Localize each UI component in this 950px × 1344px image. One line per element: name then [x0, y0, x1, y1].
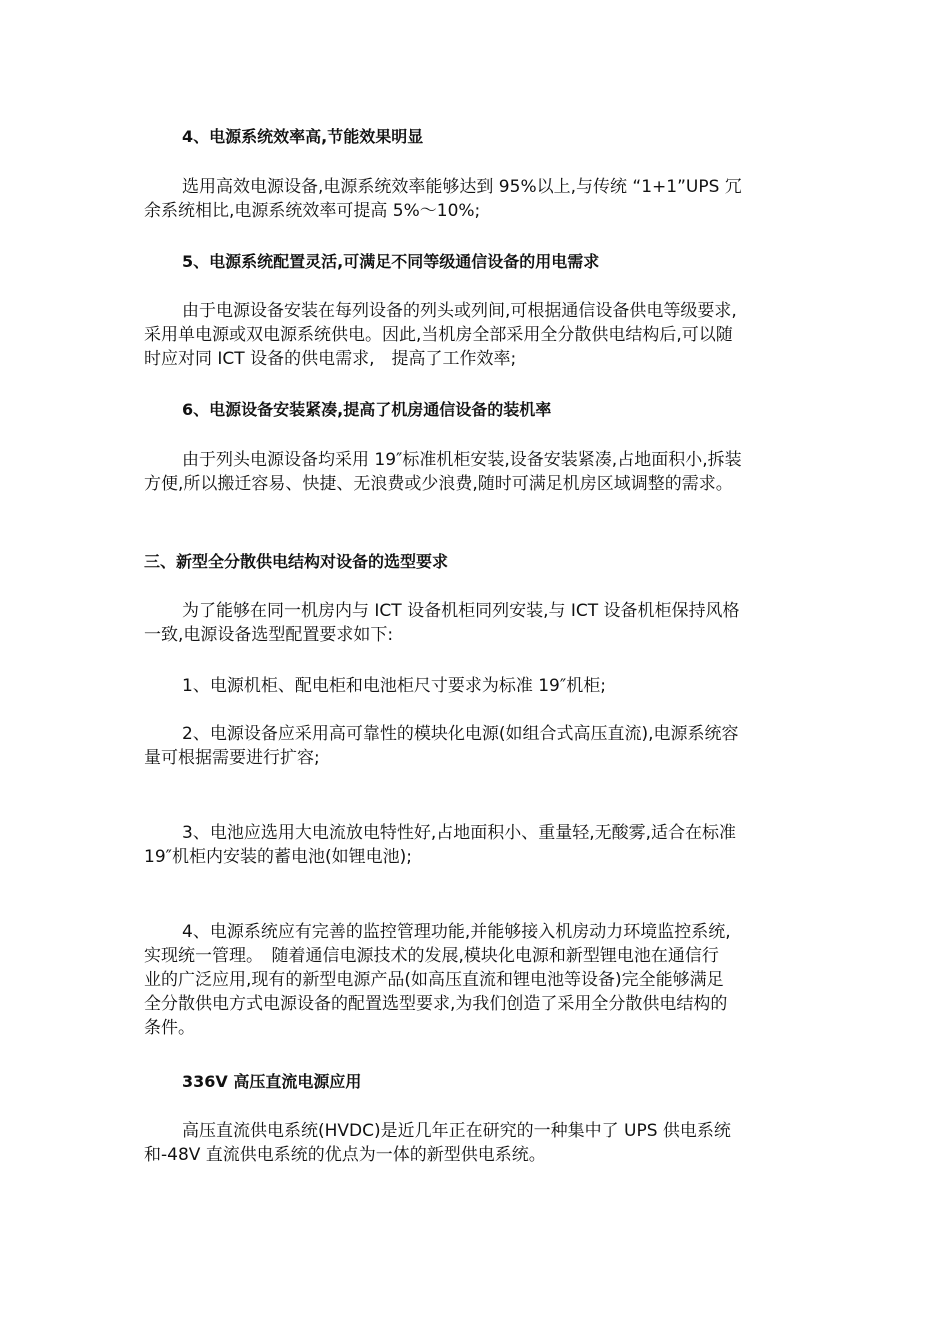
requirement-item-2: [144, 722, 804, 770]
heading-flexible-config: 5、电源系统配置灵活,可满足不同等级通信设备的用电需求: [182, 252, 600, 271]
text-line: 方便,所以搬迁容易、快捷、无浪费或少浪费,随时可满足机房区域调整的需求。: [144, 474, 733, 494]
text-line: 1、电源机柜、配电柜和电池柜尺寸要求为标准 19″机柜;: [182, 676, 606, 696]
text-line: 和-48V 直流供电系统的优点为一体的新型供电系统。: [144, 1145, 546, 1165]
text-line: 余系统相比,电源系统效率可提高 5%～10%;: [144, 201, 481, 221]
paragraph-efficiency: [144, 175, 804, 223]
text-line: 全分散供电方式电源设备的配置选型要求,为我们创造了采用全分散供电结构的: [144, 994, 728, 1014]
text-line: 为了能够在同一机房内与 ICT 设备机柜同列安装,与 ICT 设备机柜保持风格: [182, 601, 740, 621]
requirement-item-3: [144, 821, 804, 869]
text-line: 一致,电源设备选型配置要求如下:: [144, 625, 394, 645]
paragraph-hvdc: [144, 1119, 804, 1167]
heading-efficiency: 4、电源系统效率高,节能效果明显: [182, 127, 424, 146]
paragraph-compact-install: [144, 448, 804, 496]
heading-selection-requirements: 三、新型全分散供电结构对设备的选型要求: [144, 552, 449, 571]
text-line: 由于列头电源设备均采用 19″标准机柜安装,设备安装紧凑,占地面积小,拆装: [182, 450, 742, 470]
requirement-item-4: [144, 920, 804, 1040]
requirement-item-1: [144, 674, 804, 698]
paragraph-selection-intro: [144, 599, 804, 647]
text-line: 由于电源设备安装在每列设备的列头或列间,可根据通信设备供电等级要求,: [182, 301, 737, 321]
text-line: 2、电源设备应采用高可靠性的模块化电源(如组合式高压直流),电源系统容: [182, 724, 739, 744]
text-line: 3、电池应选用大电流放电特性好,占地面积小、重量轻,无酸雾,适合在标准: [182, 823, 737, 843]
text-line: 19″机柜内安装的蓄电池(如锂电池);: [144, 847, 412, 867]
text-line: 高压直流供电系统(HVDC)是近几年正在研究的一种集中了 UPS 供电系统: [182, 1121, 731, 1141]
text-line: 时应对同 ICT 设备的供电需求, 提高了工作效率;: [144, 349, 517, 369]
text-line: 业的广泛应用,现有的新型电源产品(如高压直流和锂电池等设备)完全能够满足: [144, 970, 724, 990]
paragraph-flexible-config: [144, 299, 804, 371]
heading-hvdc-application: 336V 高压直流电源应用: [182, 1072, 362, 1091]
text-line: 量可根据需要进行扩容;: [144, 748, 320, 768]
text-line: 采用单电源或双电源系统供电。因此,当机房全部采用全分散供电结构后,可以随: [144, 325, 733, 345]
text-line: 4、电源系统应有完善的监控管理功能,并能够接入机房动力环境监控系统,: [182, 922, 731, 942]
text-line: 选用高效电源设备,电源系统效率能够达到 95%以上,与传统 “1+1”UPS 冗: [182, 177, 742, 197]
heading-compact-install: 6、电源设备安装紧凑,提高了机房通信设备的装机率: [182, 400, 552, 419]
text-line: 条件。: [144, 1018, 195, 1038]
text-line: 实现统一管理。 随着通信电源技术的发展,模块化电源和新型锂电池在通信行: [144, 946, 719, 966]
